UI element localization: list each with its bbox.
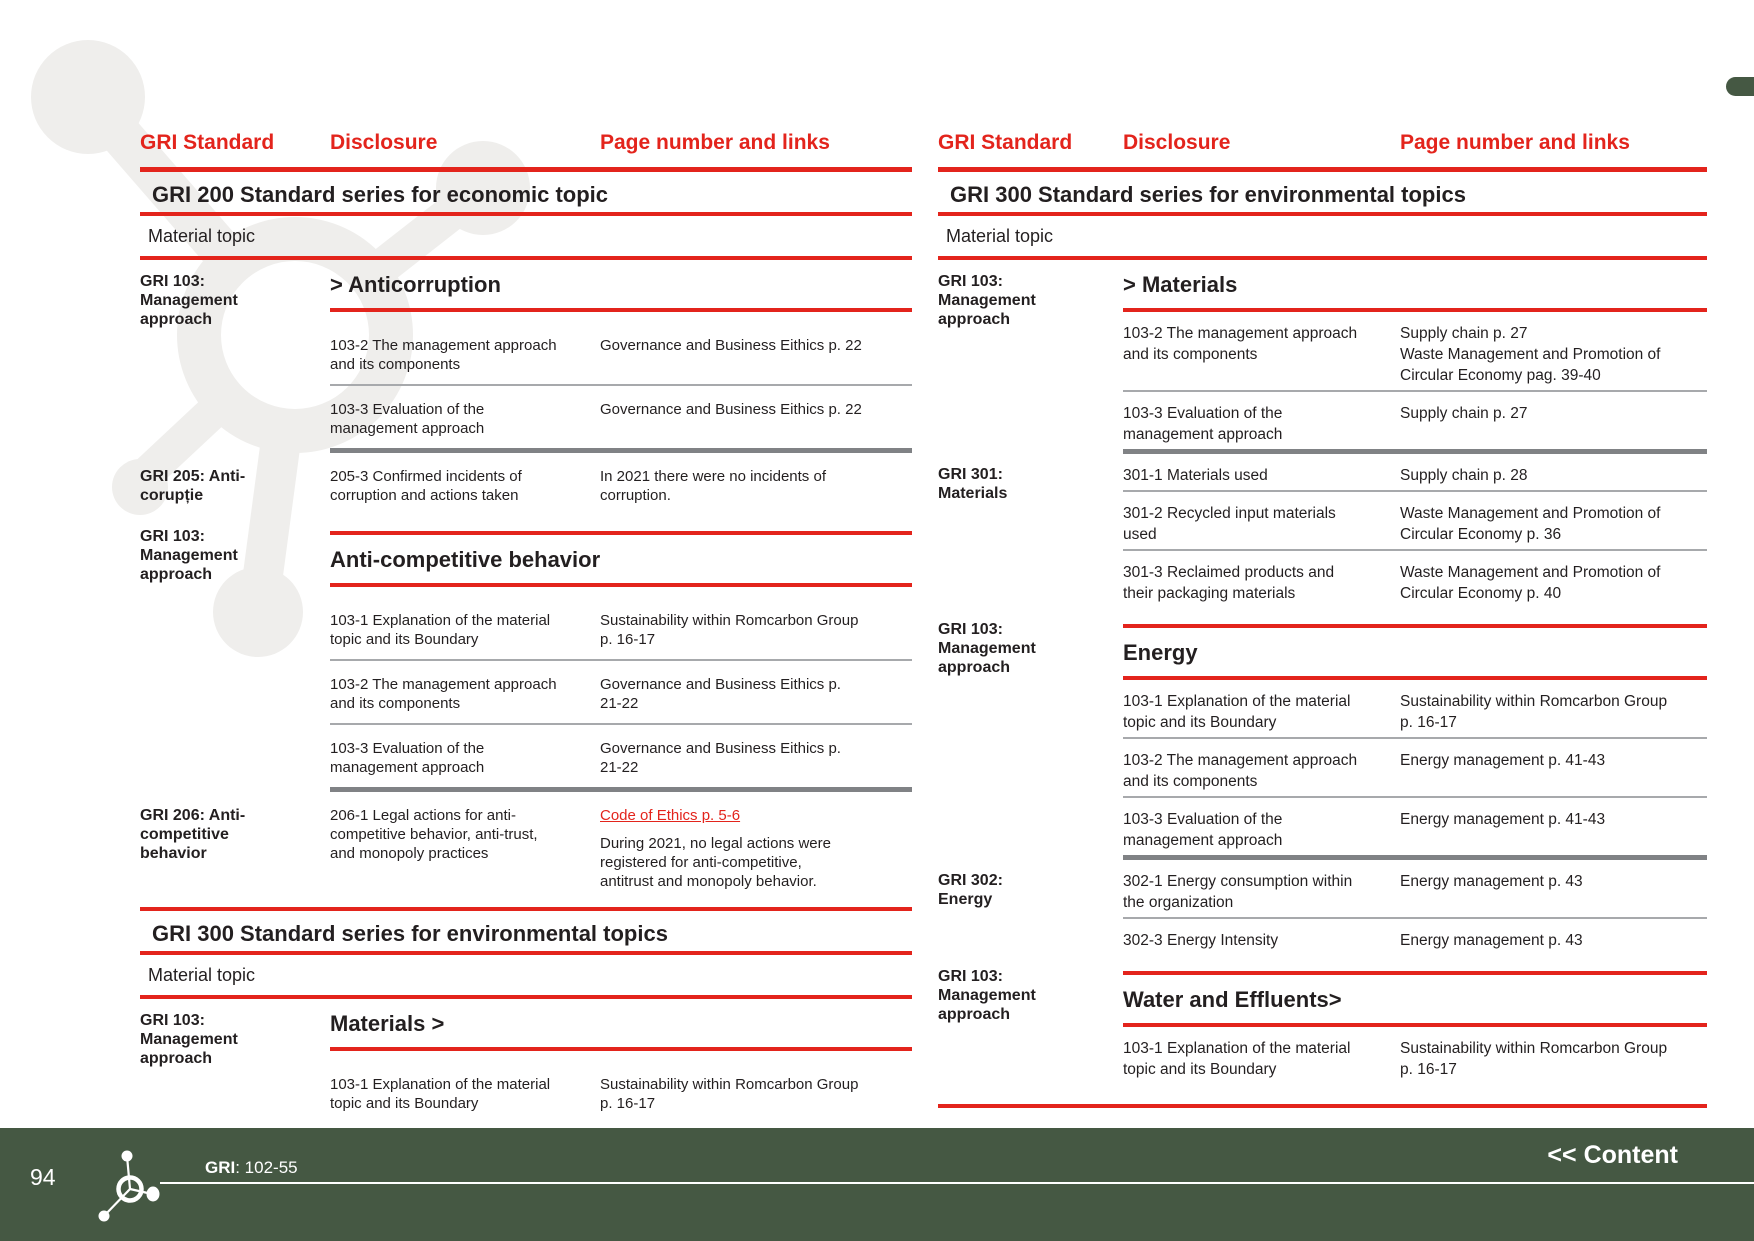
topic-heading: > Materials <box>1123 272 1238 297</box>
series-title: GRI 300 Standard series for environmental topics <box>140 911 912 955</box>
disclosure-line: 302-1 Energy consumption within <box>1123 873 1353 890</box>
disclosure-cell <box>330 1061 600 1123</box>
disclosure-line: and its components <box>1123 773 1258 790</box>
page-cell <box>600 386 912 448</box>
page-cell <box>1400 860 1707 917</box>
page-line: Governance and Business Eithics p. 22 <box>600 401 862 418</box>
page-line: Energy management p. 43 <box>1400 873 1583 890</box>
column-header-row <box>938 131 1707 167</box>
page-line: Waste Management and Promotion of <box>1400 505 1661 522</box>
column-header-disclosure: Disclosure <box>330 131 438 154</box>
page-line: Waste Management and Promotion of <box>1400 564 1661 581</box>
page-cell <box>1400 919 1707 955</box>
topic-heading-row <box>140 999 912 1067</box>
disclosure-cell <box>1123 798 1400 855</box>
page-line: Sustainability within Romcarbon Group <box>600 1076 859 1093</box>
disclosure-line: the organization <box>1123 894 1234 911</box>
page-cell <box>600 597 912 659</box>
page-cell <box>600 792 912 901</box>
table-row <box>938 551 1707 608</box>
disclosure-line: management approach <box>1123 832 1283 849</box>
page-line: Circular Economy p. 36 <box>1400 526 1562 543</box>
disclosure-cell <box>1123 392 1400 449</box>
gri-standard-label-line: GRI 205: Anti- <box>140 468 246 485</box>
disclosure-cell <box>1123 492 1400 549</box>
disclosure-line: management approach <box>330 420 485 437</box>
disclosure-cell <box>330 725 600 787</box>
table-row <box>140 453 912 515</box>
page-line: Circular Economy pag. 39-40 <box>1400 367 1601 384</box>
page-line: Governance and Business Eithics p. <box>600 740 841 757</box>
disclosure-line: topic and its Boundary <box>330 631 479 648</box>
page-line: During 2021, no legal actions were <box>600 835 831 852</box>
page-line: Governance and Business Eithics p. 22 <box>600 337 862 354</box>
column-header-row <box>140 131 912 167</box>
page-cell <box>1400 392 1707 449</box>
page-cell <box>600 661 912 723</box>
material-topic-label: Material topic <box>140 216 912 260</box>
disclosure-cell <box>330 597 600 659</box>
disclosure-line: 301-1 Materials used <box>1123 467 1268 484</box>
disclosure-line: 302-3 Energy Intensity <box>1123 932 1279 949</box>
disclosure-cell <box>1123 454 1400 490</box>
topic-heading: Anti-competitive behavior <box>330 547 601 572</box>
page-line: Supply chain p. 27 <box>1400 325 1528 342</box>
disclosure-line: 301-3 Reclaimed products and <box>1123 564 1335 581</box>
disclosure-cell <box>1123 860 1400 917</box>
gri-table-column-right <box>938 131 1707 1108</box>
disclosure-line: 206-1 Legal actions for anti- <box>330 807 516 824</box>
disclosure-line: 301-2 Recycled input materials <box>1123 505 1336 522</box>
disclosure-line: 103-1 Explanation of the material <box>1123 693 1351 710</box>
gri-standard-label-line: approach <box>140 1050 213 1067</box>
page-line: Circular Economy p. 40 <box>1400 585 1562 602</box>
column-header-gri-standard: GRI Standard <box>938 131 1073 154</box>
disclosure-line: 205-3 Confirmed incidents of <box>330 468 522 485</box>
gri-standard-label-line: GRI 103: <box>140 528 205 545</box>
topic-heading: > Anticorruption <box>330 272 501 297</box>
table-row <box>140 597 912 661</box>
table-row <box>938 454 1707 502</box>
gri-standard-label-line: GRI 103: <box>140 1012 205 1029</box>
gri-standard-label-line: GRI 301: <box>938 466 1003 483</box>
page-cell <box>600 1061 912 1123</box>
gri-standard-label-line: behavior <box>140 845 207 862</box>
table-row <box>938 680 1707 739</box>
topic-heading-row <box>140 515 912 597</box>
gri-standard-label-line: corupție <box>140 487 204 504</box>
table-row <box>938 1027 1707 1084</box>
disclosure-line: management approach <box>1123 426 1283 443</box>
disclosure-line: 103-3 Evaluation of the <box>330 401 485 418</box>
disclosure-cell <box>1123 312 1400 390</box>
page-line: 21-22 <box>600 759 639 776</box>
disclosure-line: 103-3 Evaluation of the <box>1123 405 1283 422</box>
page-line: Sustainability within Romcarbon Group <box>600 612 859 629</box>
material-topic-label: Material topic <box>140 955 912 999</box>
page-line: Governance and Business Eithics p. <box>600 676 841 693</box>
page-line: p. 16-17 <box>600 631 656 648</box>
series-title: GRI 300 Standard series for environmental topics <box>938 172 1707 216</box>
page-cell <box>1400 312 1707 390</box>
content-back-link[interactable]: << Content <box>1547 1141 1678 1169</box>
page-line: Supply chain p. 27 <box>1400 405 1528 422</box>
disclosure-cell <box>1123 919 1400 955</box>
gri-standard-label-line: Management <box>938 292 1036 309</box>
disclosure-line: 103-1 Explanation of the material <box>330 1076 551 1093</box>
disclosure-line: management approach <box>330 759 485 776</box>
table-row <box>140 792 912 901</box>
heading-rule <box>330 308 912 312</box>
series-title: GRI 200 Standard series for economic topic <box>140 172 912 216</box>
page-line: Energy management p. 41-43 <box>1400 811 1606 828</box>
material-topic-label: Material topic <box>938 216 1707 260</box>
page-cell <box>600 725 912 787</box>
disclosure-line: 103-2 The management approach <box>1123 752 1358 769</box>
table-row <box>140 661 912 725</box>
disclosure-line: topic and its Boundary <box>1123 714 1277 731</box>
disclosure-cell <box>1123 551 1400 608</box>
disclosure-line: their packaging materials <box>1123 585 1296 602</box>
disclosure-line: used <box>1123 526 1157 543</box>
table-row <box>938 919 1707 955</box>
gri-standard-label-line: Management <box>938 987 1036 1004</box>
gri-standard-label-line: Energy <box>938 891 993 908</box>
page-cell <box>1400 739 1707 796</box>
gri-standard-label-line: GRI 206: Anti- <box>140 807 246 824</box>
gri-standard-label-line: GRI 103: <box>938 621 1003 638</box>
topic-heading: Materials > <box>330 1011 445 1036</box>
table-row <box>938 798 1707 860</box>
page-cell <box>1400 454 1707 490</box>
molecule-logo-icon <box>92 1136 182 1236</box>
page-number: 94 <box>30 1164 56 1190</box>
page-cell <box>1400 492 1707 549</box>
gri-standard-label-line: GRI 103: <box>938 968 1003 985</box>
page-cell <box>600 453 912 515</box>
disclosure-line: topic and its Boundary <box>330 1095 479 1112</box>
page-cell <box>600 322 912 384</box>
table-row <box>938 860 1707 919</box>
heading-rule <box>330 583 912 587</box>
disclosure-line: 103-2 The management approach <box>330 676 557 693</box>
column-header-page-links: Page number and links <box>600 131 830 154</box>
page-line: Supply chain p. 28 <box>1400 467 1528 484</box>
disclosure-cell <box>1123 680 1400 737</box>
disclosure-line: and its components <box>330 356 461 373</box>
gri-standard-label-line: approach <box>938 659 1011 676</box>
disclosure-cell <box>330 792 600 901</box>
table-row <box>140 322 912 386</box>
disclosure-cell <box>1123 1027 1400 1084</box>
page-edge-tab <box>1726 77 1754 96</box>
page-line: Sustainability within Romcarbon Group <box>1400 693 1668 710</box>
topic-heading-row <box>140 260 912 328</box>
disclosure-line: 103-1 Explanation of the material <box>330 612 551 629</box>
column-header-gri-standard: GRI Standard <box>140 131 275 154</box>
disclosure-cell <box>330 322 600 384</box>
page-line: Sustainability within Romcarbon Group <box>1400 1040 1668 1057</box>
column-header-disclosure: Disclosure <box>1123 131 1231 154</box>
page-cell <box>1400 798 1707 855</box>
table-row <box>938 739 1707 798</box>
gri-standard-label-line: Materials <box>938 485 1008 502</box>
gri-standard-label-line: competitive <box>140 826 229 843</box>
gri-standard-label-line: approach <box>140 566 213 583</box>
gri-standard-label-line: Management <box>140 1031 238 1048</box>
table-row <box>140 386 912 453</box>
gri-standard-label-line: approach <box>938 311 1011 328</box>
page-line: p. 16-17 <box>1400 714 1457 731</box>
disclosure-line: and monopoly practices <box>330 845 489 862</box>
page-line: registered for anti-competitive, <box>600 854 802 871</box>
gri-table-column-left <box>140 131 912 1133</box>
table-row <box>938 392 1707 454</box>
footer-divider-line <box>160 1182 1754 1184</box>
disclosure-line: 103-3 Evaluation of the <box>330 740 485 757</box>
disclosure-line: 103-2 The management approach <box>330 337 557 354</box>
topic-heading: Energy <box>1123 640 1198 665</box>
column-header-page-links: Page number and links <box>1400 131 1630 154</box>
disclosure-line: topic and its Boundary <box>1123 1061 1277 1078</box>
disclosure-cell <box>1123 739 1400 796</box>
gri-standard-label-line: Management <box>140 292 238 309</box>
topic-heading-row <box>938 608 1707 680</box>
disclosure-line: corruption and actions taken <box>330 487 519 504</box>
gri-standard-label-line: approach <box>140 311 213 328</box>
footer-gri-value: : 102-55 <box>235 1158 298 1177</box>
section-divider <box>938 1104 1707 1108</box>
disclosure-cell <box>330 661 600 723</box>
heading-rule <box>330 1047 912 1051</box>
disclosure-cell <box>330 386 600 448</box>
disclosure-cell <box>330 453 600 515</box>
topic-heading-row <box>938 260 1707 328</box>
topic-heading-row <box>938 955 1707 1027</box>
gri-standard-label-line: Management <box>938 640 1036 657</box>
page-line: p. 16-17 <box>1400 1061 1457 1078</box>
disclosure-line: 103-2 The management approach <box>1123 325 1358 342</box>
page-line: antitrust and monopoly behavior. <box>600 873 817 890</box>
topic-heading: Water and Effluents> <box>1123 987 1342 1012</box>
disclosure-line: competitive behavior, anti-trust, <box>330 826 538 843</box>
table-row <box>140 1061 912 1123</box>
footer-bar <box>0 1128 1754 1241</box>
table-row <box>140 725 912 792</box>
page-line: p. 16-17 <box>600 1095 656 1112</box>
page-line: Waste Management and Promotion of <box>1400 346 1661 363</box>
page-line: In 2021 there were no incidents of <box>600 468 826 485</box>
page-cell <box>1400 680 1707 737</box>
footer-gri-label: GRI <box>205 1158 236 1177</box>
page-line: Energy management p. 41-43 <box>1400 752 1606 769</box>
gri-standard-label-line: GRI 103: <box>140 273 205 290</box>
page-cell <box>1400 1027 1707 1084</box>
gri-standard-label-line: GRI 103: <box>938 273 1003 290</box>
disclosure-line: and its components <box>1123 346 1258 363</box>
disclosure-line: and its components <box>330 695 461 712</box>
gri-standard-label-line: GRI 302: <box>938 872 1003 889</box>
page-line: Energy management p. 43 <box>1400 932 1583 949</box>
page-cell <box>1400 551 1707 608</box>
disclosure-line: 103-1 Explanation of the material <box>1123 1040 1351 1057</box>
footer-gri-reference <box>205 1158 298 1178</box>
page-line: corruption. <box>600 487 671 504</box>
page-link[interactable]: Code of Ethics p. 5-6 <box>600 807 741 824</box>
gri-standard-label-line: Management <box>140 547 238 564</box>
gri-standard-label-line: approach <box>938 1006 1011 1023</box>
page-line: 21-22 <box>600 695 639 712</box>
disclosure-line: 103-3 Evaluation of the <box>1123 811 1283 828</box>
